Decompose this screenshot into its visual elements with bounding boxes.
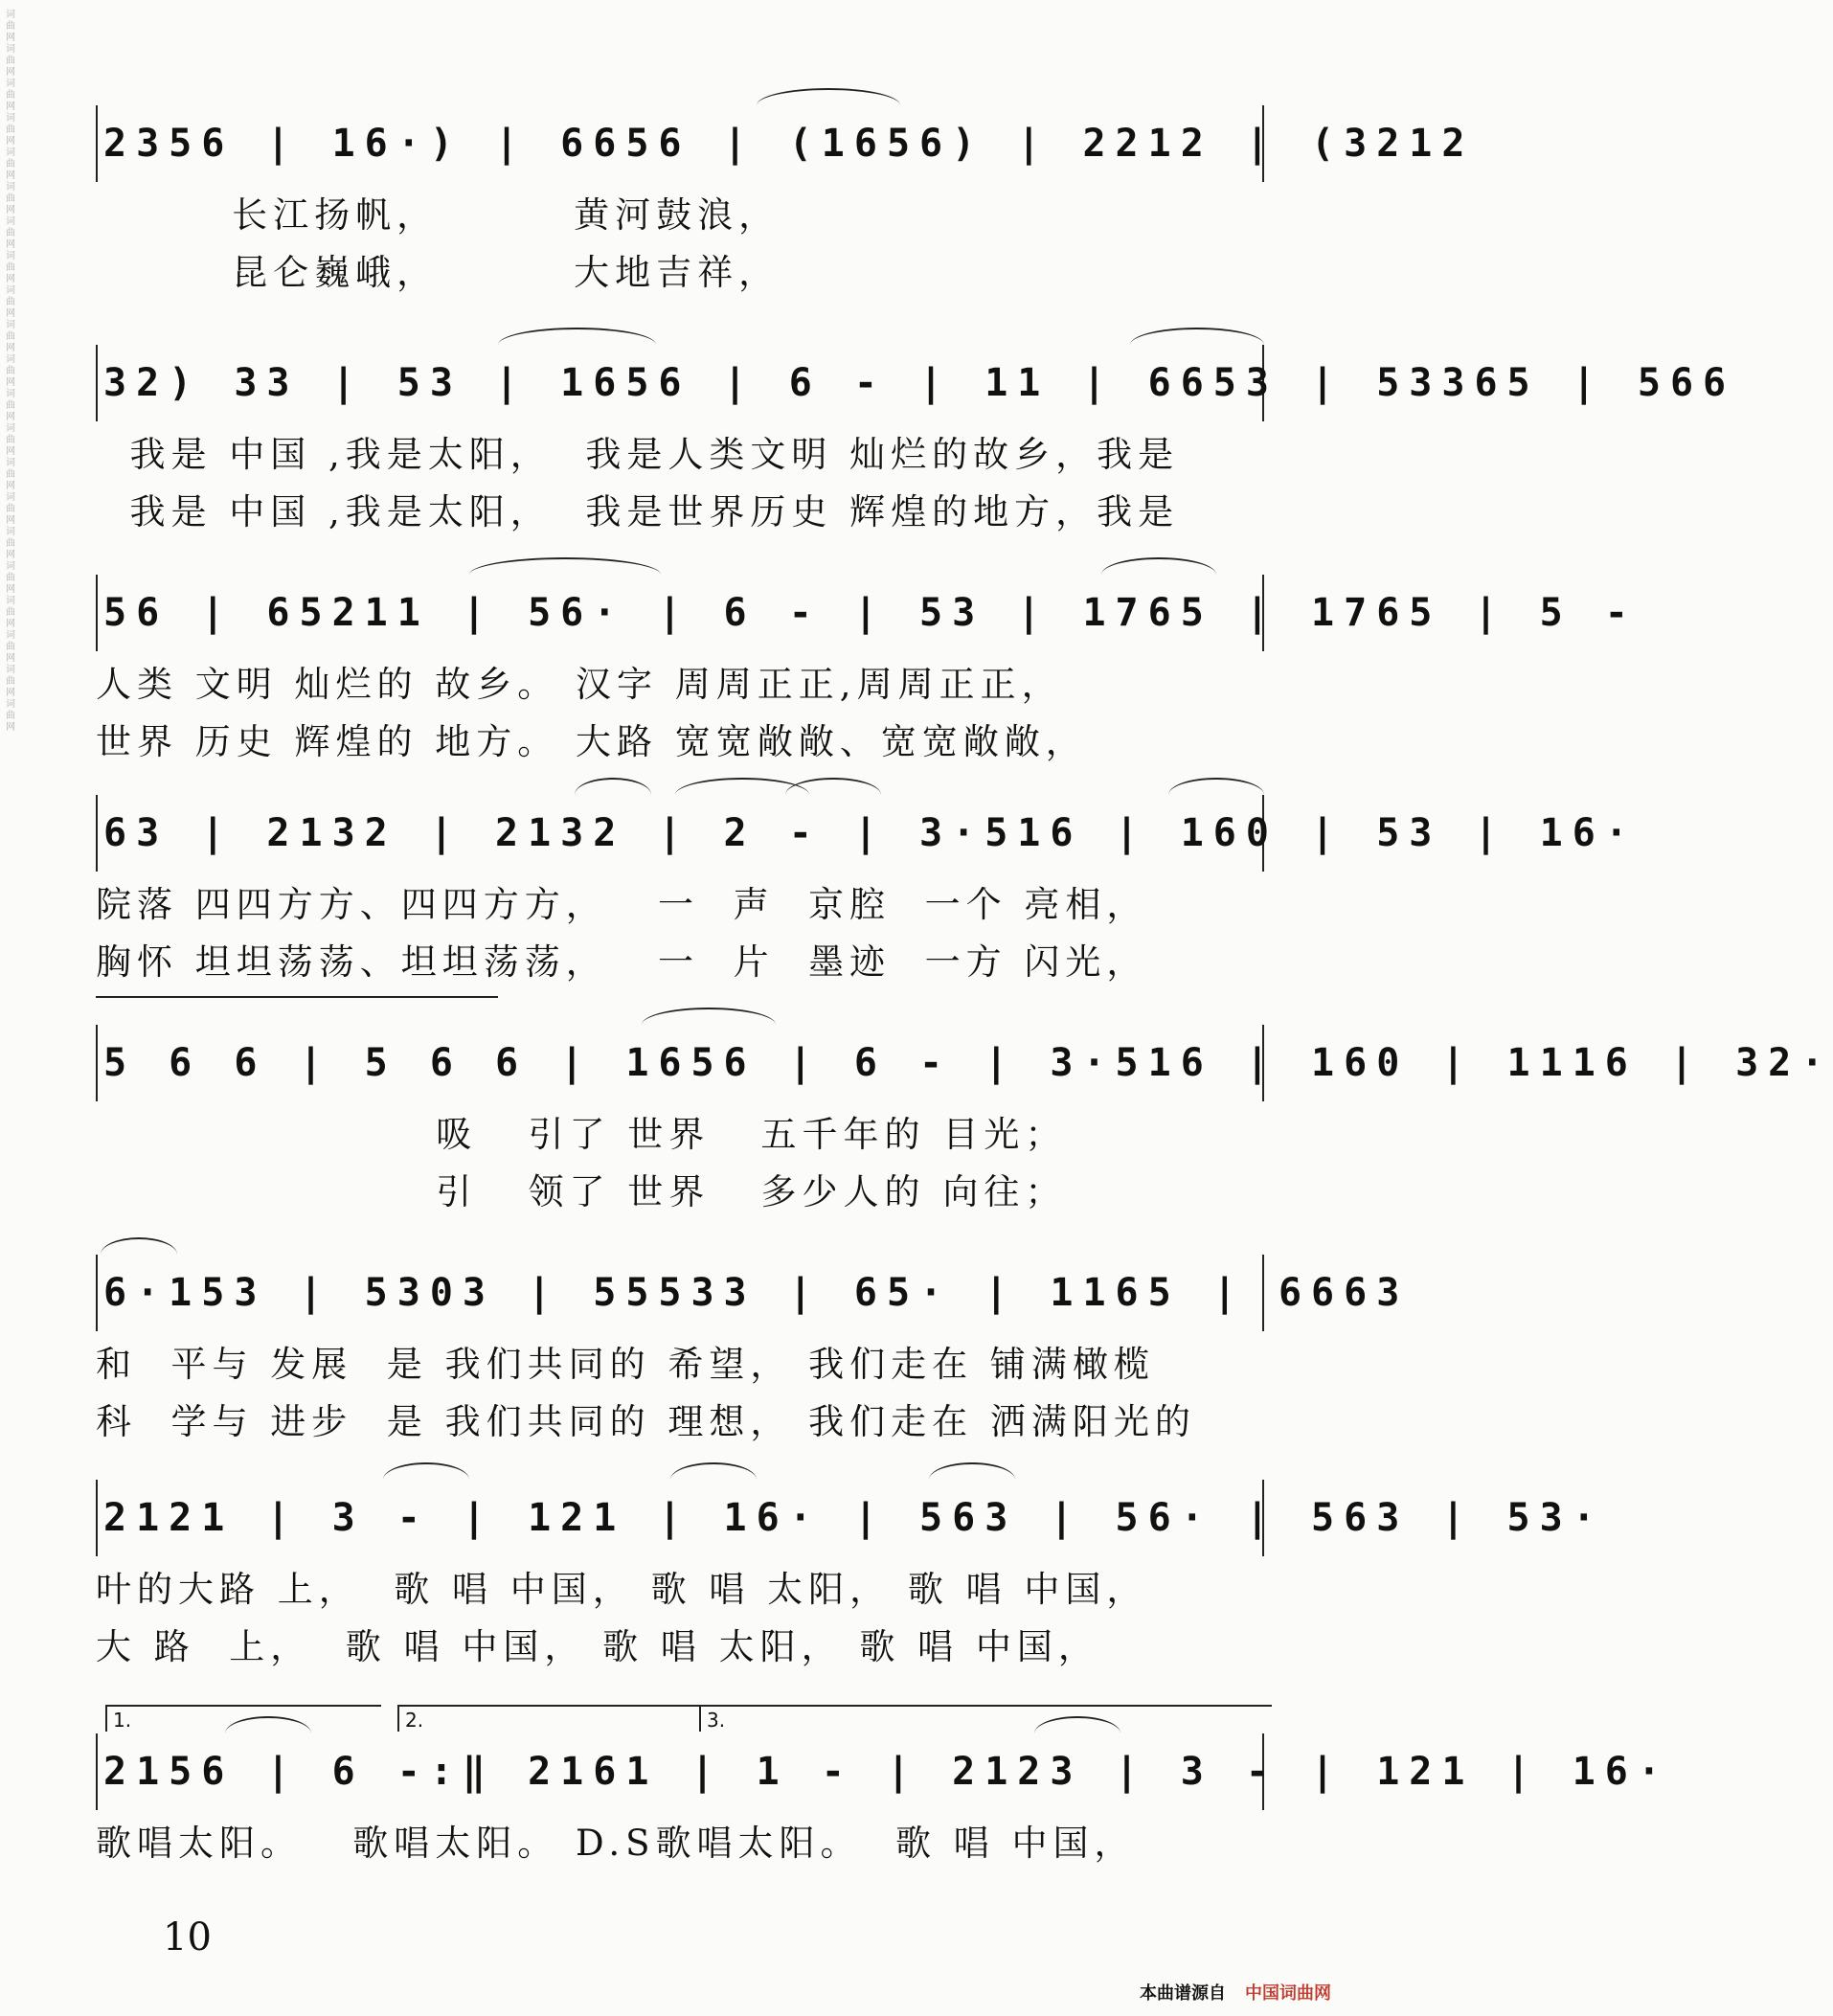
notation-line-1: 2356 | 16·) | 6656 | (1656) | 2212 | (3212	[96, 105, 1264, 182]
notation-line-7: 2121 | 3 - | 121 | 16· | 563 | 56· | 563 | 53·	[96, 1480, 1264, 1556]
notation-line-5: 5 6 6 | 5 6 6 | 1656 | 6 - | 3·516 | 160 | 1116 | 32·	[96, 1025, 1264, 1101]
notation-line-2: 32) 33 | 53 | 1656 | 6 - | 11 | 6653 | 53365 | 566	[96, 345, 1264, 421]
side-watermark: 词曲网词曲网词曲网词曲网词曲网词曲网词曲网词曲网词曲网词曲网词曲网词曲网词曲网词曲网词曲网词曲网词曲网词曲网词曲网词曲网词曲网	[6, 10, 15, 733]
lyrics-line-6-verse-1: 和 平与 发展 是 我们共同的 希望， 我们走在 铺满橄榄	[96, 1344, 1155, 1385]
page-number: 10	[163, 1915, 212, 1959]
source-site-link[interactable]: 中国词曲网	[1245, 1983, 1331, 2004]
lyrics-line-7-verse-2: 大 路 上， 歌 唱 中国， 歌 唱 太阳， 歌 唱 中国，	[96, 1626, 1099, 1667]
source-prefix: 本曲谱源自	[1140, 1983, 1226, 2004]
lyrics-line-1-verse-1: 长江扬帆， 黄河鼓浪，	[96, 194, 781, 236]
notation-line-8: 2156 | 6 -:‖ 2161 | 1 - | 2123 | 3 - | 121 | 16·	[96, 1733, 1264, 1810]
volta-3: 3.	[699, 1705, 1272, 1732]
lyrics-line-5-verse-2: 引 领了 世界 多少人的 向往；	[96, 1171, 1067, 1212]
notation-line-3: 56 | 65211 | 56· | 6 - | 53 | 1765 | 1765 | 5 -	[96, 575, 1264, 651]
lyrics-line-5-verse-1: 吸 引了 世界 五千年的 目光；	[96, 1114, 1067, 1155]
lyrics-line-2-verse-2: 我是 中国 ,我是太阳， 我是世界历史 辉煌的地方，我是	[96, 491, 1180, 532]
notation-line-4: 63 | 2132 | 2132 | 2 - | 3·516 | 160 | 53 | 16·	[96, 795, 1264, 872]
lyrics-line-1-verse-2: 昆仑巍峨， 大地吉祥，	[96, 252, 781, 293]
lyrics-line-3-verse-1: 人类 文明 灿烂的 故乡。 汉字 周周正正,周周正正，	[96, 664, 1063, 705]
lyrics-line-8-verse-1: 歌唱太阳。 歌唱太阳。 D.S歌唱太阳。 歌 唱 中国，	[96, 1823, 1136, 1864]
lyrics-line-3-verse-2: 世界 历史 辉煌的 地方。 大路 宽宽敞敞、宽宽敞敞，	[96, 721, 1087, 762]
lyrics-line-7-verse-1: 叶的大路 上， 歌 唱 中国， 歌 唱 太阳， 歌 唱 中国，	[96, 1569, 1148, 1610]
volta-2: 2.	[397, 1705, 702, 1732]
lyrics-line-2-verse-1: 我是 中国 ,我是太阳， 我是人类文明 灿烂的故乡，我是	[96, 434, 1180, 475]
notation-line-6: 6·153 | 5303 | 55533 | 65· | 1165 | 6663	[96, 1255, 1264, 1331]
lyrics-line-4-verse-1: 院落 四四方方、四四方方， 一 声 京腔 一个 亮相，	[96, 884, 1148, 925]
lyrics-line-6-verse-2: 科 学与 进步 是 我们共同的 理想， 我们走在 洒满阳光的	[96, 1401, 1196, 1442]
volta-1: 1.	[105, 1705, 381, 1732]
lyrics-line-4-verse-2: 胸怀 坦坦荡荡、坦坦荡荡， 一 片 墨迹 一方 闪光，	[96, 941, 1148, 983]
